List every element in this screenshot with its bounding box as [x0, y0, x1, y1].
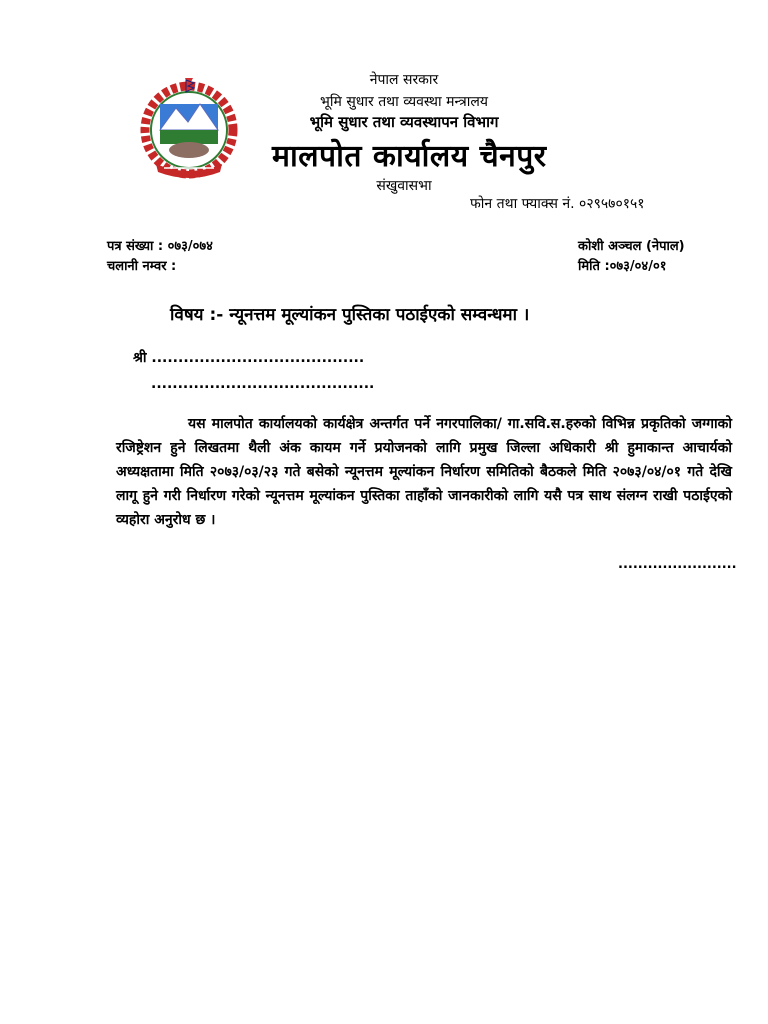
addressee-line-2: ..........................................: [151, 376, 375, 392]
office-title: मालपोत कार्यालय चैनपुर: [272, 139, 547, 174]
department-name: भूमि सुधार तथा व्यवस्थापन विभाग: [309, 113, 499, 131]
letter-body: यस मालपोत कार्यालयको कार्यक्षेत्र अन्तर्गत पर्ने नगरपालिका/ गा.सवि.स.हरुको विभिन्न प्रकृतिको जग्गाको रजिष्ट्रेशन हुने लिखतमा थैली अंक कायम गर्ने प्रयोजनको लागि प्रमुख जिल्ला अधिकारी श्री हुमाकान्त आचार्यको अध्यक्षतामा मिति २०७३/०३/२३ गते बसेको न्यूनत्तम मूल्यांकन निर्धारण समितिको बैठकले मिति २०७३/०४/०१ गते देखि लागू हुने गरी निर्धारण गरेको न्यूनत्तम मूल्यांकन पुस्तिका ताहाँको जानकारीको लागि यसै पत्र साथ संलग्न राखी पठाईएको व्यहोरा अनुरोध छ ।: [116, 416, 732, 528]
phone-fax: फोन तथा फ्याक्स नं. ०२९५७०१५१: [470, 196, 645, 212]
dispatch-number: चलानी नम्वर :: [107, 259, 177, 274]
subject-line: विषय :- न्यूनत्तम मूल्यांकन पुस्तिका पठाईएको सम्वन्धमा ।: [170, 305, 530, 325]
region: कोशी अञ्चल (नेपाल): [578, 239, 685, 254]
letter-date: मिति :०७३/०४/०१: [578, 259, 667, 274]
government-name: नेपाल सरकार: [369, 72, 439, 88]
signature-line: ........................: [618, 557, 737, 572]
letter-number: पत्र संख्या : ०७३/०७४: [107, 239, 213, 254]
addressee-line-1: श्री ........................................: [133, 350, 365, 366]
district-name: संखुवासभा: [376, 178, 432, 194]
ministry-name: भूमि सुधार तथा व्यवस्था मन्त्रालय: [320, 94, 488, 110]
